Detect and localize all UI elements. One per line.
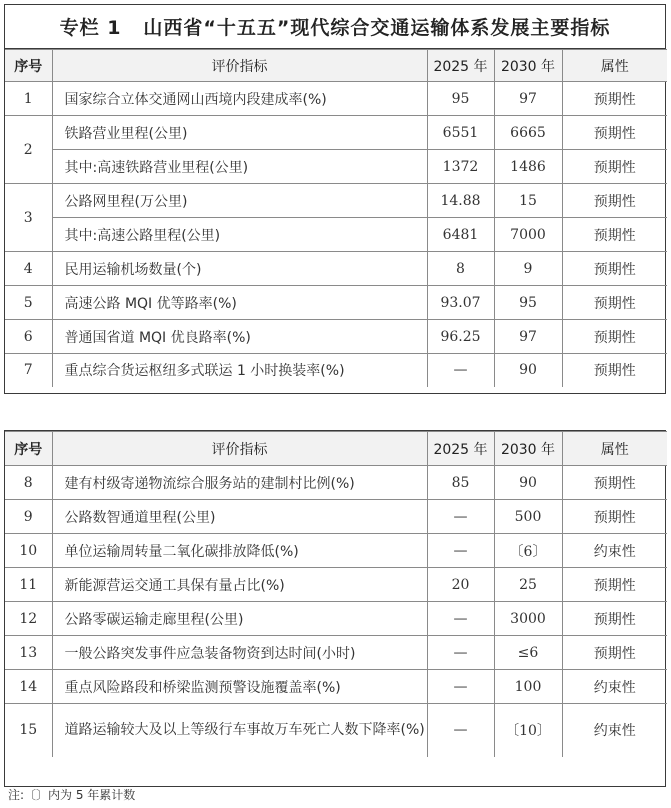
row-attribute: 预期性 xyxy=(562,252,667,286)
row-number: 10 xyxy=(5,534,52,568)
row-2025-value: 6481 xyxy=(427,218,494,252)
row-2025-value: 93.07 xyxy=(427,286,494,320)
row-2025-value: — xyxy=(427,636,494,670)
row-2030-value: 25 xyxy=(494,568,562,602)
row-indicator: 道路运输较大及以上等级行车事故万车死亡人数下降率(%) xyxy=(52,704,427,757)
table-row xyxy=(5,466,667,500)
row-attribute: 约束性 xyxy=(562,704,667,757)
header-indicator: 评价指标 xyxy=(52,432,427,466)
row-attribute: 预期性 xyxy=(562,286,667,320)
title-text: 山西省“十五五”现代综合交通运输体系发展主要指标 xyxy=(143,17,611,39)
table-row xyxy=(5,704,667,757)
row-2030-value: 90 xyxy=(494,354,562,387)
row-attribute: 预期性 xyxy=(562,636,667,670)
table-row xyxy=(5,602,667,636)
table-row xyxy=(5,320,667,354)
row-number: 9 xyxy=(5,500,52,534)
row-indicator: 建有村级寄递物流综合服务站的建制村比例(%) xyxy=(52,466,427,500)
table-row xyxy=(5,568,667,602)
row-2025-value: — xyxy=(427,704,494,757)
row-indicator: 公路网里程(万公里) xyxy=(52,184,427,218)
row-2030-value: 6665 xyxy=(494,116,562,150)
table-row xyxy=(5,286,667,320)
header-no: 序号 xyxy=(5,50,52,82)
header-2030: 2030 年 xyxy=(494,50,562,82)
row-attribute: 预期性 xyxy=(562,184,667,218)
row-indicator: 其中:高速公路里程(公里) xyxy=(52,218,427,252)
header-row xyxy=(5,432,667,466)
row-2030-value: 100 xyxy=(494,670,562,704)
row-2030-value: 7000 xyxy=(494,218,562,252)
column-label: 专栏 1 xyxy=(59,17,122,39)
row-attribute: 预期性 xyxy=(562,466,667,500)
row-number: 14 xyxy=(5,670,52,704)
header-indicator: 评价指标 xyxy=(52,50,427,82)
row-number: 2 xyxy=(5,116,52,184)
row-2025-value: 85 xyxy=(427,466,494,500)
table-2 xyxy=(5,431,667,757)
row-number: 13 xyxy=(5,636,52,670)
row-2030-value: 〔6〕 xyxy=(494,534,562,568)
row-2030-value: 1486 xyxy=(494,150,562,184)
row-2025-value: 8 xyxy=(427,252,494,286)
row-2030-value: 9 xyxy=(494,252,562,286)
table-1 xyxy=(5,49,667,387)
row-indicator: 高速公路 MQI 优等路率(%) xyxy=(52,286,427,320)
row-attribute: 约束性 xyxy=(562,534,667,568)
row-indicator: 公路数智通道里程(公里) xyxy=(52,500,427,534)
table-row xyxy=(5,184,667,218)
row-2025-value: 14.88 xyxy=(427,184,494,218)
row-number: 1 xyxy=(5,82,52,116)
row-indicator: 国家综合立体交通网山西境内段建成率(%) xyxy=(52,82,427,116)
row-indicator: 公路零碳运输走廊里程(公里) xyxy=(52,602,427,636)
row-2030-value: 15 xyxy=(494,184,562,218)
row-2030-value: 3000 xyxy=(494,602,562,636)
row-2030-value: 90 xyxy=(494,466,562,500)
row-2025-value: 95 xyxy=(427,82,494,116)
header-attr: 属性 xyxy=(562,432,667,466)
table-row xyxy=(5,150,667,184)
row-indicator: 普通国省道 MQI 优良路率(%) xyxy=(52,320,427,354)
row-attribute: 预期性 xyxy=(562,82,667,116)
row-indicator: 单位运输周转量二氧化碳排放降低(%) xyxy=(52,534,427,568)
table-title xyxy=(5,5,665,49)
row-attribute: 约束性 xyxy=(562,670,667,704)
indicator-table-1 xyxy=(4,4,666,394)
row-number: 8 xyxy=(5,466,52,500)
row-number: 11 xyxy=(5,568,52,602)
row-2030-value: 97 xyxy=(494,82,562,116)
row-2025-value: — xyxy=(427,500,494,534)
header-2030: 2030 年 xyxy=(494,432,562,466)
table-row xyxy=(5,670,667,704)
header-no: 序号 xyxy=(5,432,52,466)
table-row xyxy=(5,354,667,387)
row-attribute: 预期性 xyxy=(562,568,667,602)
row-2030-value: 97 xyxy=(494,320,562,354)
row-2025-value: — xyxy=(427,602,494,636)
row-2025-value: — xyxy=(427,354,494,387)
row-indicator: 一般公路突发事件应急装备物资到达时间(小时) xyxy=(52,636,427,670)
row-2030-value: 〔10〕 xyxy=(494,704,562,757)
indicator-table-2 xyxy=(4,430,666,787)
row-attribute: 预期性 xyxy=(562,218,667,252)
row-number: 4 xyxy=(5,252,52,286)
table-row xyxy=(5,534,667,568)
row-number: 12 xyxy=(5,602,52,636)
row-2030-value: 500 xyxy=(494,500,562,534)
row-attribute: 预期性 xyxy=(562,602,667,636)
row-indicator: 其中:高速铁路营业里程(公里) xyxy=(52,150,427,184)
row-number: 7 xyxy=(5,354,52,387)
footnote: 注:〔〕内为 5 年累计数 xyxy=(8,788,136,802)
header-attr: 属性 xyxy=(562,50,667,82)
row-2025-value: — xyxy=(427,534,494,568)
row-2025-value: 96.25 xyxy=(427,320,494,354)
row-indicator: 重点风险路段和桥梁监测预警设施覆盖率(%) xyxy=(52,670,427,704)
row-attribute: 预期性 xyxy=(562,500,667,534)
row-indicator: 民用运输机场数量(个) xyxy=(52,252,427,286)
table-row xyxy=(5,116,667,150)
row-2025-value: 6551 xyxy=(427,116,494,150)
row-2030-value: ≤6 xyxy=(494,636,562,670)
row-2025-value: 20 xyxy=(427,568,494,602)
row-number: 15 xyxy=(5,704,52,757)
row-attribute: 预期性 xyxy=(562,116,667,150)
row-indicator: 重点综合货运枢纽多式联运 1 小时换装率(%) xyxy=(52,354,427,387)
row-2025-value: 1372 xyxy=(427,150,494,184)
header-2025: 2025 年 xyxy=(427,432,494,466)
header-row xyxy=(5,50,667,82)
table-row xyxy=(5,636,667,670)
table-row xyxy=(5,82,667,116)
row-number: 5 xyxy=(5,286,52,320)
header-2025: 2025 年 xyxy=(427,50,494,82)
row-attribute: 预期性 xyxy=(562,354,667,387)
table-row xyxy=(5,218,667,252)
row-indicator: 铁路营业里程(公里) xyxy=(52,116,427,150)
row-indicator: 新能源营运交通工具保有量占比(%) xyxy=(52,568,427,602)
row-2025-value: — xyxy=(427,670,494,704)
row-2030-value: 95 xyxy=(494,286,562,320)
row-number: 3 xyxy=(5,184,52,252)
row-attribute: 预期性 xyxy=(562,320,667,354)
table-row xyxy=(5,500,667,534)
table-row xyxy=(5,252,667,286)
row-attribute: 预期性 xyxy=(562,150,667,184)
row-number: 6 xyxy=(5,320,52,354)
